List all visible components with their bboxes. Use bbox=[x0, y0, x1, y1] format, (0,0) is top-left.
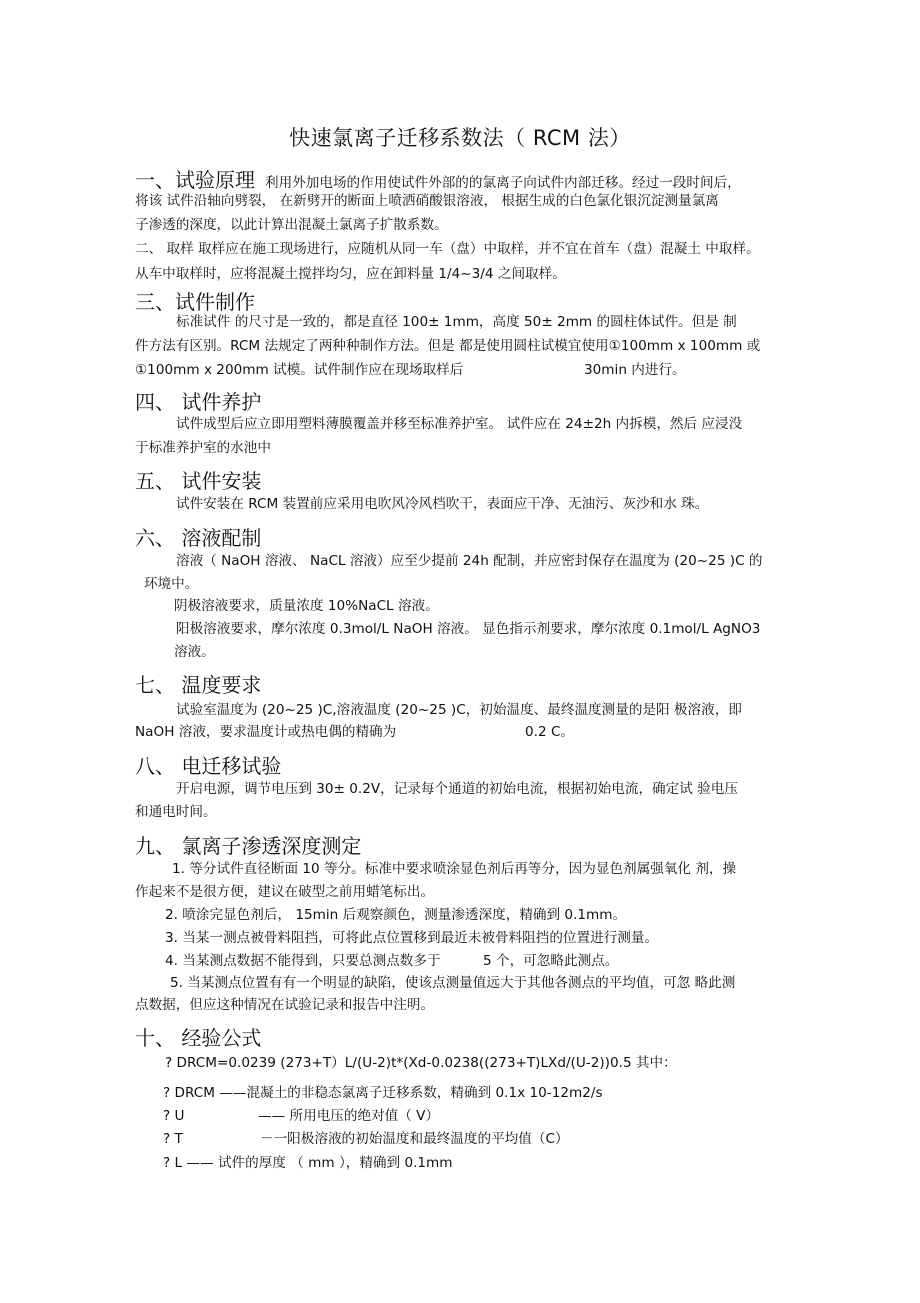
section-sampling-line: 二、 取样 取样应在施工现场进行，应随机从同一车（盘）中取样，并不宜在首车（盘）混凝土 中取样。 bbox=[135, 241, 760, 257]
section-heading-principle bbox=[135, 164, 741, 193]
definition-text: －一阳极溶液的初始温度和最终温度的平均值（C） bbox=[260, 1131, 569, 1147]
paragraph-line: 标准试件 的尺寸是一致的，都是直径 100± 1mm，高度 50± 2mm 的圆柱体试件。但是 制 bbox=[176, 314, 737, 330]
paragraph-line: 开启电源，调节电压到 30± 0.2V，记录每个通道的初始电流，根据初始电流，确定试 验电压 bbox=[176, 781, 738, 797]
paragraph-line: 和通电时间。 bbox=[135, 804, 217, 820]
paragraph-line: 3. 当某一测点被骨料阻挡，可将此点位置移到最近未被骨料阻挡的位置进行测量。 bbox=[165, 930, 659, 946]
paragraph-line: 2. 喷涂完显色剂后， 15min 后观察颜色，测量渗透深度，精确到 0.1mm。 bbox=[165, 907, 627, 923]
paragraph-line: 阴极溶液要求，质量浓度 10%NaCL 溶液。 bbox=[174, 598, 439, 614]
section-heading-text: 一、试验原理 bbox=[135, 168, 255, 192]
paragraph-line: 利用外加电场的作用使试件外部的的氯离子向试件内部迁移。经过一段时间后， bbox=[265, 175, 741, 191]
paragraph-line: 5. 当某测点位置有有一个明显的缺陷，使该点测量值远大于其他各测点的平均值，可忽 略此测 bbox=[170, 975, 736, 991]
paragraph-line: NaOH 溶液，要求温度计或热电偶的精确为 bbox=[135, 724, 397, 740]
paragraph-line: 溶液。 bbox=[174, 644, 215, 660]
paragraph-line: 溶液（ NaOH 溶液、 NaCL 溶液）应至少提前 24h 配制，并应密封保存在温度为 (20~25 )C 的 bbox=[176, 553, 763, 569]
section-heading-curing: 四、 试件养护 bbox=[135, 390, 262, 414]
paragraph-line: 5 个，可忽略此测点。 bbox=[483, 953, 619, 969]
paragraph-line: ①100mm x 200mm 试模。试件制作应在现场取样后 bbox=[135, 362, 464, 378]
paragraph-line: 子渗透的深度，以此计算出混凝土氯离子扩散系数。 bbox=[135, 217, 448, 233]
paragraph-line: 环境中。 bbox=[144, 576, 199, 592]
paragraph-line: 从车中取样时，应将混凝土搅拌均匀，应在卸料量 1/4~3/4 之间取样。 bbox=[135, 266, 566, 282]
paragraph-line: 件方法有区别。RCM 法规定了两种种制作方法。但是 都是使用圆柱试模宜使用①100mm x 100mm 或 bbox=[135, 338, 761, 354]
paragraph-line: 试件成型后应立即用塑料薄膜覆盖并移至标准养护室。 试件应在 24±2h 内拆模，然后 应浸没 bbox=[176, 416, 743, 432]
definition-line: ? L —— 试件的厚度 （ mm ），精确到 0.1mm bbox=[163, 1155, 453, 1171]
paragraph-line: 试验室温度为 (20~25 )C,溶液温度 (20~25 )C，初始温度、最终温度测量的是阳 极溶液，即 bbox=[176, 702, 742, 718]
section-heading-installation: 五、 试件安装 bbox=[135, 469, 262, 493]
page-title: 快速氯离子迁移系数法（ RCM 法） bbox=[289, 126, 631, 150]
section-heading-temperature: 七、 温度要求 bbox=[135, 673, 262, 697]
paragraph-line: 0.2 C。 bbox=[525, 724, 575, 740]
formula-line: ? DRCM=0.0239 (273+T）L/(U-2)t*(Xd-0.0238((273+T)LXd/(U-2))0.5 其中： bbox=[165, 1055, 677, 1071]
section-heading-migration-test: 八、 电迁移试验 bbox=[135, 754, 282, 778]
definition-symbol: ? T bbox=[163, 1131, 183, 1147]
paragraph-line: 于标准养护室的水池中 bbox=[135, 440, 271, 456]
paragraph-line: 1. 等分试件直径断面 10 等分。标准中要求喷涂显色剂后再等分，因为显色剂属强氧化 剂，操 bbox=[172, 861, 737, 877]
paragraph-line: 点数据，但应这种情况在试验记录和报告中注明。 bbox=[135, 997, 435, 1013]
section-heading-solution: 六、 溶液配制 bbox=[135, 526, 262, 550]
paragraph-line: 将该 试件沿轴向劈裂， 在新劈开的断面上喷洒硝酸银溶液， 根据生成的白色氯化银沉淀测量氯离 bbox=[135, 193, 719, 209]
paragraph-line: 4. 当某测点数据不能得到，只要总测点数多于 bbox=[165, 953, 441, 969]
section-heading-formula: 十、 经验公式 bbox=[135, 1026, 262, 1050]
definition-line: ? DRCM ——混凝土的非稳态氯离子迁移系数，精确到 0.1x 10-12m2/s bbox=[163, 1085, 603, 1101]
definition-text: —— 所用电压的绝对值（ V） bbox=[258, 1108, 440, 1124]
section-heading-penetration-depth: 九、 氯离子渗透深度测定 bbox=[135, 834, 362, 858]
section-heading-specimen-making: 三、试件制作 bbox=[135, 290, 255, 314]
definition-symbol: ? U bbox=[163, 1108, 185, 1124]
paragraph-line: 试件安装在 RCM 装置前应采用电吹风冷风档吹干，表面应干净、无油污、灰沙和水 珠。 bbox=[176, 496, 709, 512]
paragraph-line: 阳极溶液要求，摩尔浓度 0.3mol/L NaOH 溶液。 显色指示剂要求，摩尔浓度 0.1mol/L AgNO3 bbox=[176, 621, 761, 637]
paragraph-line: 作起来不是很方便，建议在破型之前用蜡笔标出。 bbox=[135, 884, 435, 900]
paragraph-line: 30min 内进行。 bbox=[584, 362, 686, 378]
